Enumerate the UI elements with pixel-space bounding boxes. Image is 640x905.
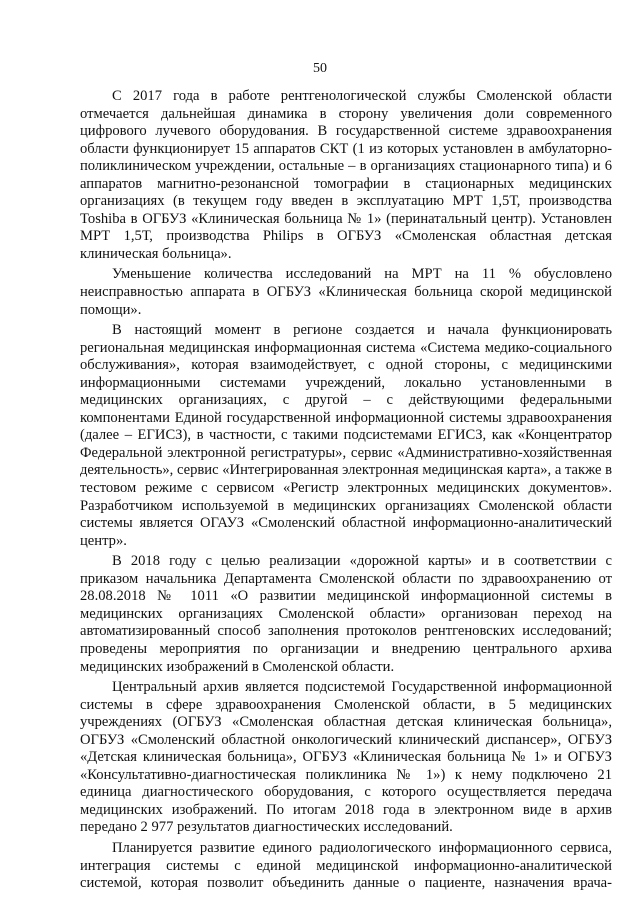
paragraph-regional-info-system: В настоящий момент в регионе создается и начала функционировать региональная медицинская информационная система «Система медико-социального обслуживания», которая взаимодействует, с одной стороны, с медицинскими информационными системами учреждений, локально установленными в медицинских организациях, с другой – с действующими федеральными компонентами Единой государственной информационной системы здравоохранения (далее – ЕГИСЗ), в частности, с такими подсистемами ЕГИСЗ, как «Концентратор Федеральной электронной регистратуры», сервис «Административно-хозяйственная деятельность», сервис «Интегрированная электронная медицинская карта», а также в тестовом режиме с сервисом «Регистр электронных медицинских документов». Разработчиком используемой в медицинских организациях Смоленской области системы является ОГАУЗ «Смоленский областной информационно-аналитический центр». [80, 322, 612, 549]
paragraph-mri-decrease: Уменьшение количества исследований на МРТ на 11 % обусловлено неисправностью аппарата в ОГБУЗ «Клиническая больница скорой медицинской помощи». [80, 266, 612, 318]
paragraph-ct-mri-equipment: С 2017 года в работе рентгенологической службы Смоленской области отмечается дальнейшая динамика в сторону увеличения доли современного цифрового лучевого оборудования. В государственной системе здравоохранения области функционирует 15 аппаратов СКТ (1 из которых установлен в амбулаторно-поликлиническом учреждении, остальные – в организациях стационарного типа) и 6 аппаратов магнитно-резонансной томографии в стационарных медицинских организациях (в текущем году введен в эксплуатацию МРТ 1,5Т, производства Toshiba в ОГБУЗ «Клиническая больница № 1» (перинатальный центр). Установлен МРТ 1,5Т, производства Philips в ОГБУЗ «Смоленская областная детская клиническая больница». [80, 88, 612, 262]
document-body [80, 88, 612, 896]
paragraph-central-archive: Центральный архив является подсистемой Государственной информационной системы в сфере здравоохранения Смоленской области, в 5 медицинских учреждениях (ОГБУЗ «Смоленская областная детская клиническая больница», ОГБУЗ «Смоленский областной онкологический клинический диспансер», ОГБУЗ «Детская клиническая больница», ОГБУЗ «Клиническая больница № 1» и ОГБУЗ «Консультативно-диагностическая поликлиника № 1») к нему подключено 21 единица диагностического оборудования, с которого осуществляется передача медицинских изображений. По итогам 2018 года в электронном виде в архив передано 2 977 результатов диагностических исследований. [80, 679, 612, 836]
paragraph-roadmap-2018: В 2018 году с целью реализации «дорожной карты» и в соответствии с приказом начальника Департамента Смоленской области по здравоохранению от 28.08.2018 № 1011 «О развитии медицинской информационной системы в медицинских организациях Смоленской области» организован переход на автоматизированный способ заполнения протоколов рентгеновских исследований; проведены мероприятия по организации и внедрению центрального архива медицинских изображений в Смоленской области. [80, 553, 612, 675]
paragraph-radiology-service-plan: Планируется развитие единого радиологического информационного сервиса, интеграция системы с единой медицинской информационно-аналитической системой, которая позволит объединить данные о пациенте, назначения врача- [80, 839, 612, 892]
page-number: 50 [313, 61, 327, 76]
